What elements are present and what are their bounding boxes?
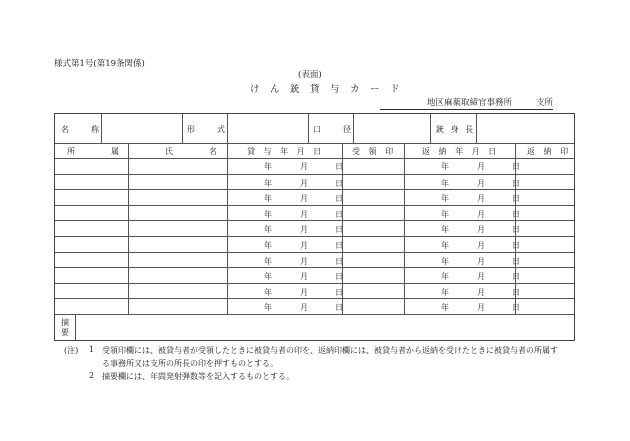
remarks-label-bottom: 要 [61, 328, 69, 337]
date-unit-year: 年 [441, 256, 449, 266]
note-2-num: 2 [89, 371, 95, 380]
return-seal-cell[interactable] [515, 268, 574, 284]
loan-card-table [54, 113, 575, 341]
date-unit-month: 月 [477, 225, 485, 235]
date-unit-year: 年 [441, 241, 449, 250]
date-unit-year: 年 [441, 162, 449, 171]
note-2-line1: 摘要欄には、年間発射弾数等を記入するものとする。 [102, 372, 294, 381]
date-unit-year: 年 [264, 162, 272, 171]
date-unit-year: 年 [264, 225, 272, 235]
affiliation-cell[interactable] [55, 158, 128, 174]
date-unit-year: 年 [441, 225, 449, 235]
receipt-seal-cell[interactable] [342, 190, 404, 206]
affiliation-cell[interactable] [55, 299, 128, 315]
name-cell[interactable] [128, 175, 227, 191]
date-unit-year: 年 [264, 209, 272, 219]
date-unit-day: 日 [512, 209, 520, 219]
office-label: 地区麻薬取締官事務所 [426, 98, 512, 108]
receipt-seal-cell[interactable] [342, 268, 404, 284]
date-unit-day: 日 [512, 272, 520, 282]
divider [353, 114, 354, 143]
date-unit-month: 月 [300, 256, 308, 266]
receipt-seal-cell[interactable] [342, 175, 404, 191]
table-row [55, 189, 574, 206]
date-unit-year: 年 [441, 194, 449, 204]
date-unit-month: 月 [477, 241, 485, 250]
name-cell[interactable] [128, 206, 227, 222]
date-unit-day: 日 [512, 303, 520, 313]
date-unit-day: 日 [512, 178, 520, 188]
date-unit-year: 年 [441, 303, 449, 313]
affiliation-cell[interactable] [55, 237, 128, 253]
date-unit-year: 年 [441, 287, 449, 297]
barrel-length-label: 銃 身 長 [436, 125, 476, 134]
date-unit-month: 月 [300, 225, 308, 235]
date-unit-year: 年 [441, 178, 449, 188]
receipt-seal-cell[interactable] [342, 299, 404, 315]
date-unit-month: 月 [300, 178, 308, 188]
receipt-seal-cell[interactable] [342, 221, 404, 237]
affiliation-cell[interactable] [55, 253, 128, 269]
divider [227, 114, 228, 143]
date-unit-year: 年 [264, 272, 272, 282]
col-receipt-seal: 受 領 印 [352, 147, 397, 156]
date-unit-day: 日 [512, 162, 520, 171]
return-seal-cell[interactable] [515, 190, 574, 206]
col-loan-date: 貸 与 年 月 日 [247, 147, 325, 156]
date-unit-day: 日 [335, 256, 343, 266]
receipt-seal-cell[interactable] [342, 237, 404, 253]
return-seal-cell[interactable] [515, 206, 574, 222]
table-row [55, 267, 574, 284]
date-unit-month: 月 [477, 256, 485, 266]
caliber-label: 口 径 [313, 125, 353, 134]
return-seal-cell[interactable] [515, 158, 574, 174]
table-row [55, 220, 574, 237]
note-1-line1: 受領印欄には、被貸与者が受領したときに被貸与者の印を、返納印欄には、被貸与者から返納を受けたときに被貸与者の所属す [102, 346, 558, 355]
date-unit-day: 日 [512, 194, 520, 204]
table-row [55, 158, 574, 174]
table-row [55, 205, 574, 222]
col-return-seal: 返 納 印 [527, 147, 572, 156]
affiliation-cell[interactable] [55, 190, 128, 206]
col-affiliation: 所 属 [67, 147, 122, 156]
side-label: (表面) [298, 70, 322, 80]
model-field[interactable] [230, 117, 305, 141]
return-seal-cell[interactable] [515, 175, 574, 191]
table-row [55, 252, 574, 269]
date-unit-month: 月 [477, 303, 485, 313]
divider [55, 143, 574, 144]
affiliation-cell[interactable] [55, 206, 128, 222]
affiliation-cell[interactable] [55, 268, 128, 284]
branch-label: 支所 [535, 98, 553, 108]
date-unit-day: 日 [335, 303, 343, 313]
table-row [55, 236, 574, 253]
divider [182, 114, 183, 143]
date-unit-day: 日 [335, 194, 343, 204]
divider [308, 114, 309, 143]
divider [430, 114, 431, 143]
date-unit-day: 日 [512, 256, 520, 266]
divider [75, 314, 76, 341]
date-unit-day: 日 [335, 272, 343, 282]
affiliation-cell[interactable] [55, 284, 128, 300]
date-unit-month: 月 [300, 241, 308, 250]
date-unit-month: 月 [477, 178, 485, 188]
name-cell[interactable] [128, 190, 227, 206]
return-seal-cell[interactable] [515, 253, 574, 269]
date-unit-day: 日 [335, 241, 343, 250]
return-seal-cell[interactable] [515, 284, 574, 300]
date-unit-year: 年 [264, 241, 272, 250]
return-seal-cell[interactable] [515, 299, 574, 315]
date-unit-year: 年 [264, 287, 272, 297]
date-unit-month: 月 [477, 162, 485, 171]
name-label: 名 称 [61, 125, 101, 134]
affiliation-cell[interactable] [55, 175, 128, 191]
caliber-field[interactable] [356, 117, 428, 141]
date-unit-month: 月 [300, 162, 308, 171]
name-cell[interactable] [128, 299, 227, 315]
date-unit-month: 月 [477, 209, 485, 219]
date-unit-year: 年 [441, 209, 449, 219]
date-unit-month: 月 [300, 303, 308, 313]
col-name: 氏 名 [165, 147, 220, 156]
table-row [55, 174, 574, 191]
name-cell[interactable] [128, 158, 227, 174]
date-unit-year: 年 [441, 272, 449, 282]
date-unit-day: 日 [512, 225, 520, 235]
date-unit-month: 月 [300, 194, 308, 204]
name-cell[interactable] [128, 221, 227, 237]
barrel-length-field[interactable] [479, 117, 573, 141]
receipt-seal-cell[interactable] [342, 158, 404, 174]
date-unit-month: 月 [477, 272, 485, 282]
date-unit-year: 年 [264, 303, 272, 313]
note-1-num: 1 [89, 345, 95, 354]
table-row [55, 283, 574, 300]
date-unit-year: 年 [264, 194, 272, 204]
return-seal-cell[interactable] [515, 221, 574, 237]
divider [476, 114, 477, 143]
date-unit-day: 日 [335, 225, 343, 235]
remarks-label-top: 摘 [61, 318, 69, 327]
date-unit-year: 年 [264, 178, 272, 188]
date-unit-month: 月 [300, 272, 308, 282]
name-field[interactable] [104, 117, 179, 141]
return-seal-cell[interactable] [515, 237, 574, 253]
office-line [380, 96, 553, 110]
notes-prefix: (注) [64, 346, 79, 355]
date-unit-month: 月 [300, 209, 308, 219]
date-unit-month: 月 [477, 287, 485, 297]
date-unit-day: 日 [335, 178, 343, 188]
name-cell[interactable] [128, 284, 227, 300]
remarks-field[interactable] [78, 316, 572, 339]
date-unit-month: 月 [300, 287, 308, 297]
receipt-seal-cell[interactable] [342, 206, 404, 222]
date-unit-day: 日 [335, 287, 343, 297]
date-unit-day: 日 [512, 241, 520, 250]
table-row [55, 298, 574, 315]
date-unit-day: 日 [512, 287, 520, 297]
note-1-line2: る事務所又は支所の所長の印を押すものとする。 [102, 359, 278, 368]
name-cell[interactable] [128, 268, 227, 284]
date-unit-day: 日 [335, 209, 343, 219]
form-id: 様式第1号(第19条関係) [54, 59, 145, 69]
divider [101, 114, 102, 143]
date-unit-day: 日 [335, 162, 343, 171]
page-title: けん銃貸与カード [250, 84, 411, 95]
date-unit-year: 年 [264, 256, 272, 266]
name-cell[interactable] [128, 253, 227, 269]
name-cell[interactable] [128, 237, 227, 253]
date-unit-month: 月 [477, 194, 485, 204]
affiliation-cell[interactable] [55, 221, 128, 237]
col-return-date: 返 納 年 月 日 [422, 147, 500, 156]
receipt-seal-cell[interactable] [342, 253, 404, 269]
receipt-seal-cell[interactable] [342, 284, 404, 300]
model-label: 形 式 [187, 125, 227, 134]
